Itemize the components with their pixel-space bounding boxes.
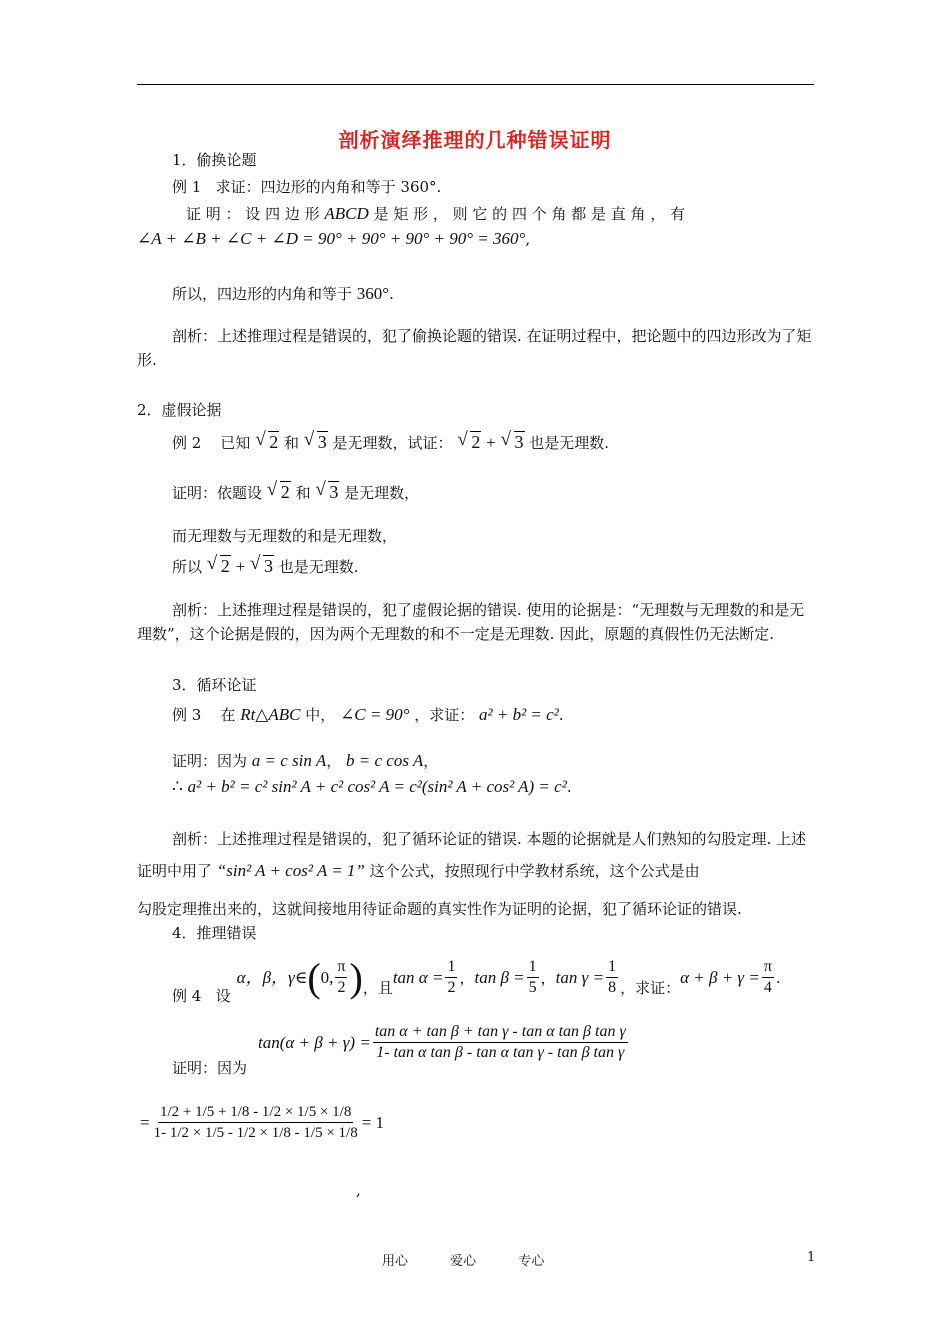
example-2-text-b: 是无理数，试证： xyxy=(332,434,453,452)
plus-sign-2: + xyxy=(235,557,246,576)
footer-word-2: 爱心 xyxy=(450,1254,477,1269)
section-1-heading: 1．偷换论题 xyxy=(172,151,257,169)
calc-result: = 1 xyxy=(361,1112,385,1132)
frac-one-fifth: $\frac{1}{5}$ xyxy=(528,958,537,996)
conclusion-value: 360° xyxy=(356,284,390,303)
proof-3-line2 xyxy=(172,777,572,797)
and-word-4: ，且 xyxy=(362,979,393,997)
example-4 xyxy=(172,950,781,1010)
example-4-label: 例 4 xyxy=(172,987,202,1005)
proof-2-line1 xyxy=(172,482,419,503)
proof-1-text-b: 是 矩 形 ， 则 它 的 四 个 角 都 是 直 角 ， 有 xyxy=(373,205,686,223)
proof-2-text-a: 证明：依题设 xyxy=(172,484,263,502)
example-4-text-a: 设 xyxy=(215,987,231,1005)
identity-formula: “sin² A + cos² A = 1” xyxy=(216,861,365,880)
interval-open: ( xyxy=(307,954,321,1000)
analysis-2: 剖析：上述推理过程是错误的，犯了虚假论据的错误. 使用的论据是：“无理数与无理数的和是无理数”，这个论据是假的，因为两个无理数的和不一定是无理数. 因此，原题的真假性仍无法断定. xyxy=(137,601,805,643)
analysis-3-text-b: 这个公式，按照现行中学教材系统，这个公式是由 xyxy=(369,862,700,880)
proof-1-line1 xyxy=(186,204,685,224)
proof-2-conclusion: 也是无理数. xyxy=(278,558,359,576)
example-2 xyxy=(172,432,609,453)
chain-period: . xyxy=(566,778,572,796)
goal-period: . xyxy=(558,706,564,724)
page-title: 剖析演绎推理的几种错误证明 xyxy=(338,128,612,152)
pythagoras-goal: a² + b² = c² xyxy=(479,705,559,724)
sine-relation: a = c sin A xyxy=(251,751,327,770)
angle-variables: α，β，γ∈ xyxy=(236,967,308,987)
proof-3-text: 证明：因为 xyxy=(172,752,248,770)
sqrt-2b: √ 2 xyxy=(457,432,481,452)
calc-numerator: 1/2 + 1/5 + 1/8 - 1/2 × 1/5 × 1/8 xyxy=(158,1102,353,1123)
page-number: 1 xyxy=(807,1250,816,1265)
cosine-relation: b = c cos A xyxy=(346,751,424,770)
example-3-text-b: 中， xyxy=(305,706,336,724)
footer-motto xyxy=(382,1250,582,1269)
and-word-2: 和 xyxy=(295,484,311,502)
equals-sign: = xyxy=(140,1112,150,1132)
tan-alpha: tan α = xyxy=(392,967,444,987)
triangle-name: Rt△ABC xyxy=(240,705,301,724)
example-1 xyxy=(172,177,441,197)
proof-2-line3 xyxy=(172,556,359,577)
proof-3-line1: 证明：因为 a = c sin A， b = c cos A， xyxy=(172,751,439,770)
sqrt-3b: √ 3 xyxy=(501,432,525,452)
calc-comma: , xyxy=(356,1181,361,1199)
plus-sign: + xyxy=(486,433,496,452)
proof-2-text-b: 是无理数， xyxy=(344,484,420,502)
therefore-symbol: ∴ xyxy=(172,777,183,796)
example-4-condition: α，β，γ∈ ( 0, $\frac{\pi}{2}$ ) ，且 tan α = $\frac{1}{2}$ ， tan β = $\frac{1}{5}$ ， tan γ = $\frac{1}{8}$ ，求证： α + β + γ = $\frac{\pi}{4}$ . xyxy=(236,954,781,1000)
pi-over-2: $\frac{\pi}{2}$ xyxy=(337,958,346,996)
interval-zero: 0, xyxy=(320,967,334,987)
example-2-label: 例 2 xyxy=(172,434,202,452)
analysis-3-line3: 勾股定理推出来的，这就间接地用待证命题的真实性作为证明的论据，犯了循环论证的错误. xyxy=(137,900,742,918)
proof-1-abcd: ABCD xyxy=(324,204,369,223)
section-2-heading: 2．虚假论据 xyxy=(137,401,222,419)
goal-sum: α + β + γ = xyxy=(680,967,760,987)
proof-3-chain: a² + b² = c² sin² A + c² cos² A = c²(sin² A + cos² A) = c² xyxy=(187,777,567,796)
example-2-text-c: 也是无理数. xyxy=(529,434,610,452)
header-rule xyxy=(137,84,814,85)
conclusion-text: 所以，四边形的内角和等于 xyxy=(172,285,353,303)
tan-sum-lhs: tan(α + β + γ) = xyxy=(258,1032,371,1052)
section-4-heading: 4．推理错误 xyxy=(172,924,257,942)
sqrt-2: √ 2 xyxy=(255,432,279,452)
right-angle: ∠C = 90° xyxy=(340,705,410,724)
prove-label: ，求证： xyxy=(620,979,681,997)
example-1-text: 求证：四边形的内角和等于 360°. xyxy=(215,178,442,196)
proof-1-equation xyxy=(137,229,530,249)
frac-one-half: $\frac{1}{2}$ xyxy=(447,958,456,996)
section-3-heading: 3．循环论证 xyxy=(172,676,257,694)
proof-1-text-a: 证 明 ： 设 四 边 形 xyxy=(186,205,320,223)
footer-word-3: 专心 xyxy=(518,1254,545,1269)
example-3-text-a: 在 xyxy=(220,706,236,724)
analysis-3 xyxy=(137,824,815,887)
analysis-1: 剖析：上述推理过程是错误的，犯了偷换论题的错误. 在证明过程中，把论题中的四边形改为了矩形. xyxy=(137,327,812,369)
calc-denominator: 1- 1/2 × 1/5 - 1/2 × 1/8 - 1/5 × 1/8 xyxy=(153,1125,358,1141)
and-word: 和 xyxy=(283,434,299,452)
equation-comma: , xyxy=(525,230,531,248)
proof-1-conclusion xyxy=(172,284,394,304)
pi-over-4: $\frac{\pi}{4}$ xyxy=(763,958,772,996)
frac-one-eighth: $\frac{1}{8}$ xyxy=(608,958,617,996)
example-3-text-d: ，求证： xyxy=(414,706,475,724)
analysis-3-text-a: 剖析：上述推理过程是错误的，犯了循环论证的错误. 本题的论据就是人们熟知的勾股定理. 上述证明中用了 xyxy=(137,830,807,880)
angle-sum-equation: ∠A + ∠B + ∠C + ∠D = 90° + 90° + 90° + 90° = 360° xyxy=(137,229,526,248)
tan-sum-formula xyxy=(258,1022,630,1063)
tan-beta: tan β = xyxy=(474,967,525,987)
calculation-fraction xyxy=(152,1102,360,1143)
tan-gamma: tan γ = xyxy=(555,967,605,987)
tan-sum-fraction: $\frac{\text{tan α + tan β + tan γ - tan α tan β tan γ}}{\text{1- tan α tan β - tan α tan γ - tan β tan γ}}$ xyxy=(374,1023,626,1061)
sqrt-2d: √ 2 xyxy=(207,556,231,576)
example-3 xyxy=(172,705,564,725)
sqrt-3d: √ 3 xyxy=(250,556,274,576)
example-2-text-a: 已知 xyxy=(220,434,251,452)
example-3-label: 例 3 xyxy=(172,706,202,724)
interval-close: ) xyxy=(349,954,363,1000)
conclusion-period: . xyxy=(389,285,394,303)
calculation xyxy=(140,1102,384,1143)
proof-4-text: 证明：因为 xyxy=(172,1059,248,1077)
proof-2-line2: 而无理数与无理数的和是无理数， xyxy=(172,527,398,545)
example-1-label: 例 1 xyxy=(172,178,202,196)
sqrt-3: √ 3 xyxy=(304,432,328,452)
sqrt-2c: √ 2 xyxy=(267,482,291,502)
footer-word-1: 用心 xyxy=(382,1254,409,1269)
sqrt-3c: √ 3 xyxy=(315,482,339,502)
so-word: 所以 xyxy=(172,558,203,576)
